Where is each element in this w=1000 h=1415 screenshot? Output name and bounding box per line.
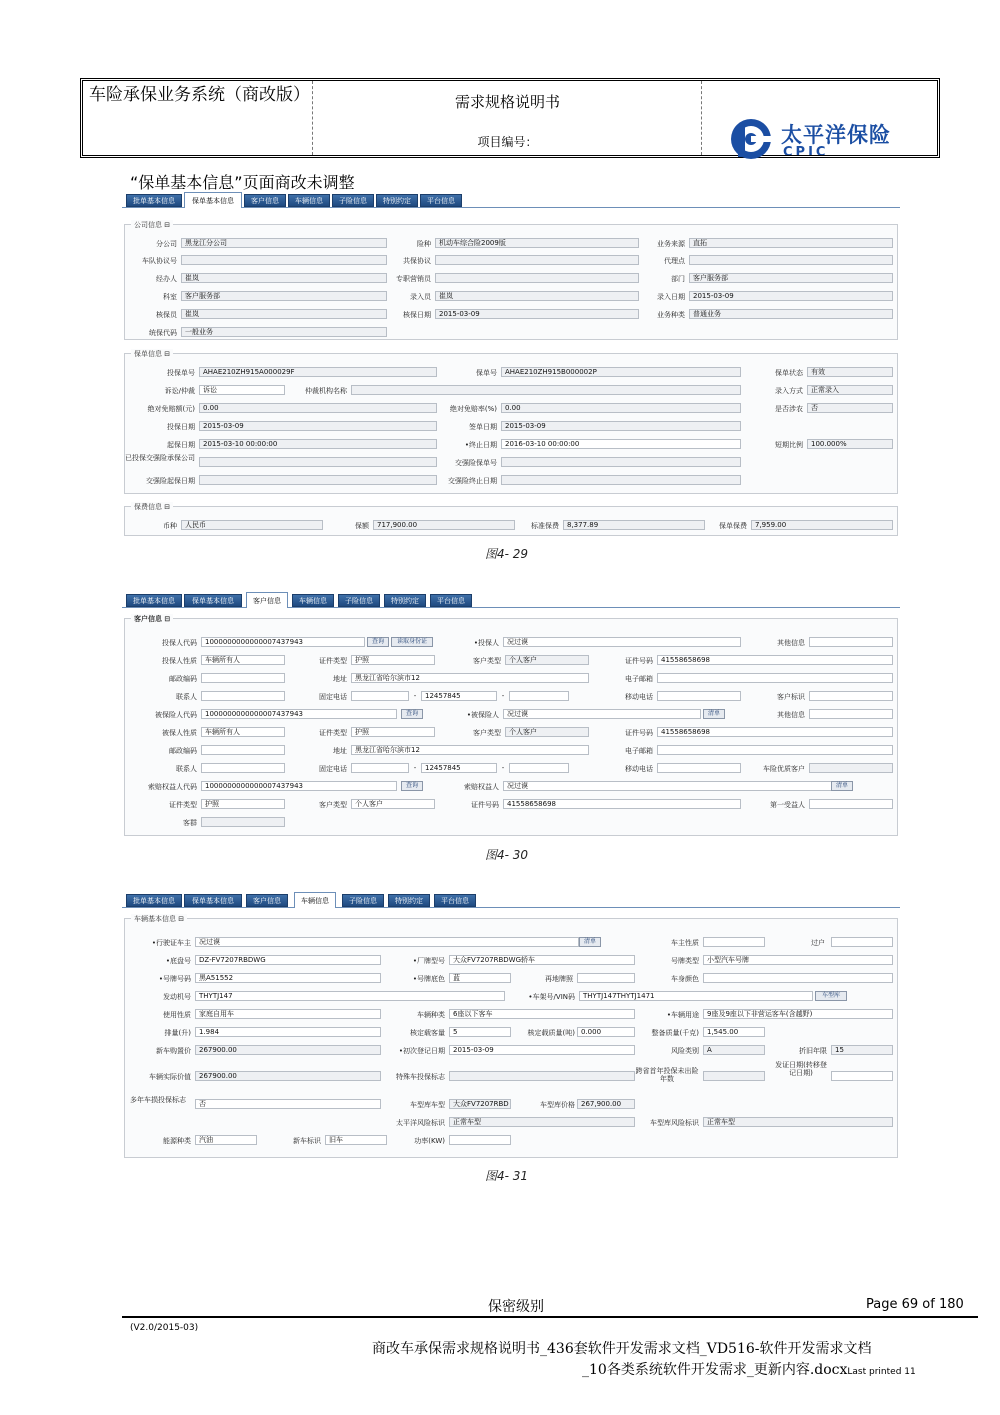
label: 险种 — [417, 240, 431, 248]
label: 客户标识 — [777, 693, 805, 701]
label: 投保人代码 — [162, 639, 197, 647]
label: 邮政编码 — [169, 747, 197, 755]
label: 核定载客量 — [410, 1029, 445, 1037]
chassis-field[interactable]: DZ-FV7207RBDWG — [195, 955, 381, 965]
apply-date-field[interactable]: 2015-03-09 — [199, 421, 437, 431]
label: 被保险人代码 — [155, 711, 197, 719]
biz-type-field[interactable]: 普通业务 — [689, 309, 893, 319]
tab-bar — [122, 592, 900, 608]
plate-color-field[interactable]: 蓝 — [449, 973, 511, 983]
label: 绝对免赔率(%) — [449, 405, 497, 413]
uw-date-field[interactable]: 2015-03-09 — [435, 309, 639, 319]
label: 短期比例 — [775, 441, 803, 449]
label: 业务种类 — [657, 311, 685, 319]
query-button[interactable]: 查询 — [367, 637, 389, 647]
label: 是否涉农 — [775, 405, 803, 413]
label: 车辆实际价值 — [149, 1073, 191, 1081]
label: 固定电话 — [319, 693, 347, 701]
cpic-logo-icon — [729, 117, 773, 161]
cust-type-field[interactable]: 个人客户 — [505, 727, 589, 737]
label: 电子邮箱 — [625, 675, 653, 683]
other-info-field[interactable] — [809, 709, 893, 719]
panel-title: 公司信息 ⊟ — [131, 220, 173, 230]
use-nature-field[interactable]: 家庭自用车 — [195, 1009, 381, 1019]
dash: - — [413, 764, 417, 772]
plate-no-field[interactable]: 黑A51552 — [195, 973, 381, 983]
footer-rule — [122, 1316, 978, 1318]
label: 保额 — [355, 522, 369, 530]
figure-caption: 图4- 30 — [485, 848, 529, 862]
label: 跨省首年投保未出险年数 — [635, 1067, 699, 1083]
dept-field[interactable]: 客户服务部 — [689, 273, 893, 283]
cpic-risk-field[interactable]: 正常车型 — [449, 1117, 635, 1127]
policy-info-panel — [124, 350, 898, 494]
vehicle-info-screenshot — [122, 892, 900, 1160]
issue-date-field[interactable] — [831, 1071, 893, 1081]
tab-subrisk[interactable]: 子险信息 — [332, 194, 374, 207]
cust-type-field[interactable]: 个人客户 — [505, 655, 589, 665]
short-term-field[interactable]: 100.000% — [807, 439, 893, 449]
weight-field[interactable]: 1,545.00 — [703, 1027, 765, 1037]
zip-field[interactable] — [201, 673, 285, 683]
id-type-field[interactable]: 护照 — [351, 727, 435, 737]
cust-mark-field[interactable] — [809, 691, 893, 701]
vehicle-panel — [124, 915, 898, 1158]
sales-field[interactable] — [435, 273, 639, 283]
label: 移动电话 — [625, 765, 653, 773]
applicant-code-field[interactable]: 1000000000000007437943 — [201, 637, 365, 647]
label: 录入员 — [410, 293, 431, 301]
label: •车辆用途 — [666, 1011, 699, 1019]
section-field[interactable]: 客户服务部 — [181, 291, 387, 301]
label: 已投保交强险承保公司 — [125, 454, 195, 462]
logo-cell — [703, 81, 937, 155]
tab-policy-basic[interactable]: 保单基本信息 — [184, 192, 242, 208]
ctp-company-field[interactable] — [199, 457, 437, 467]
label: 车主性质 — [671, 939, 699, 947]
label: 索赔权益人 — [464, 783, 499, 791]
label: 邮政编码 — [169, 675, 197, 683]
ext-field[interactable] — [509, 763, 569, 773]
customer-info-screenshot — [122, 592, 900, 838]
tab-bar — [122, 892, 900, 908]
inputter-field[interactable]: 崔岚 — [435, 291, 639, 301]
claim-field[interactable]: 况过谟 — [503, 781, 833, 791]
engine-no-field[interactable]: THYTJ147 — [195, 991, 505, 1001]
arbitration-field[interactable] — [351, 385, 741, 395]
address-field[interactable]: 黑龙江省哈尔滨市12 — [351, 745, 589, 755]
label: 风险类别 — [671, 1047, 699, 1055]
handler-field[interactable]: 崔岚 — [181, 273, 387, 283]
lib-model-field[interactable]: 大众FV7207RBD — [449, 1099, 511, 1109]
label: 核保日期 — [403, 311, 431, 319]
label: 证件类型 — [169, 801, 197, 809]
label: •车架号/VIN码 — [528, 993, 575, 1001]
multi-year-field[interactable]: 否 — [195, 1099, 381, 1109]
start-date-field[interactable]: 2015-03-10 00:00:00 — [199, 439, 437, 449]
label: 核定载质量(吨) — [527, 1029, 575, 1037]
label: •行驶证车主 — [151, 939, 191, 947]
tab-subrisk[interactable]: 子险信息 — [342, 894, 384, 907]
tab-customer[interactable]: 客户信息 — [244, 194, 286, 207]
panel-title: 保单信息 ⊟ — [131, 349, 173, 359]
depr-years-field[interactable]: 15 — [831, 1045, 893, 1055]
label: 其他信息 — [777, 639, 805, 647]
displacement-field[interactable]: 1.984 — [195, 1027, 381, 1037]
tab-subrisk[interactable]: 子险信息 — [338, 594, 380, 607]
premium-info-panel — [124, 503, 898, 536]
ctp-end-field[interactable] — [501, 475, 741, 485]
risk-field[interactable]: 机动车综合险2009版 — [435, 238, 639, 248]
label: 投保人性质 — [162, 657, 197, 665]
label: 新车标识 — [293, 1137, 321, 1145]
label: 过户 — [811, 939, 825, 947]
label: 发证日期(转移登记日期) — [775, 1061, 827, 1077]
insured-nature-field[interactable]: 车辆所有人 — [201, 727, 285, 737]
deductible-rate-field[interactable]: 0.00 — [501, 403, 741, 413]
special-car-field[interactable] — [449, 1071, 635, 1081]
proposal-no-field[interactable]: AHAE210ZH915A000029F — [199, 367, 437, 377]
vin-field[interactable]: THYTJ147THYTJ1471 — [579, 991, 813, 1001]
owner-nature-field[interactable] — [703, 937, 765, 947]
label: 部门 — [671, 275, 685, 283]
logo-text-cn: 太平洋保险 — [781, 123, 891, 147]
owner-field[interactable]: 况过谟 — [195, 937, 579, 947]
clear-button[interactable]: 清单 — [579, 937, 601, 947]
label: 发动机号 — [163, 993, 191, 1001]
label: 经办人 — [156, 275, 177, 283]
label: 移动电话 — [625, 693, 653, 701]
label: 固定电话 — [319, 765, 347, 773]
label: •终止日期 — [464, 441, 497, 449]
mobile-field[interactable] — [657, 763, 741, 773]
phone-field[interactable]: 12457845 — [421, 691, 497, 701]
label: 交强险起保日期 — [146, 477, 195, 485]
label: 地址 — [333, 747, 347, 755]
tab-customer[interactable]: 客户信息 — [246, 894, 288, 907]
ctp-start-field[interactable] — [199, 475, 437, 485]
cust-group-field[interactable] — [201, 817, 285, 827]
status-field[interactable]: 有效 — [807, 367, 893, 377]
label: 能源种类 — [163, 1137, 191, 1145]
label: 代理点 — [664, 257, 685, 265]
insured-code-field[interactable]: 1000000000000007437943 — [201, 709, 397, 719]
tab-vehicle[interactable]: 车辆信息 — [288, 194, 330, 207]
tab-special[interactable]: 特别约定 — [388, 894, 430, 907]
label: •号牌号码 — [158, 975, 191, 983]
contact-field[interactable] — [201, 763, 285, 773]
page-number: Page 69 of 180 — [866, 1297, 964, 1312]
label: 客户类型 — [473, 657, 501, 665]
figure-caption: 图4- 31 — [485, 1169, 529, 1183]
label: 排量(升) — [164, 1029, 191, 1037]
seats-field[interactable]: 5 — [449, 1027, 511, 1037]
label: 特殊车投保标志 — [396, 1073, 445, 1081]
label: 证件号码 — [471, 801, 499, 809]
brand-model-field[interactable]: 大众FV7207RBDWG轿车 — [449, 955, 635, 965]
id-type-field[interactable]: 护照 — [351, 655, 435, 665]
label: 太平洋风险标识 — [396, 1119, 445, 1127]
id-no-field[interactable]: 41558658698 — [503, 799, 741, 809]
label: 联系人 — [176, 693, 197, 701]
usage-field[interactable]: 9座及9座以下非营运客车(含越野) — [703, 1009, 893, 1019]
sum-insured-field[interactable]: 717,900.00 — [373, 520, 515, 530]
currency-field[interactable]: 人民币 — [181, 520, 323, 530]
source-field[interactable]: 直拓 — [689, 238, 893, 248]
no-claim-years-field[interactable] — [703, 1071, 765, 1081]
label: 车队协议号 — [142, 257, 177, 265]
tab-vehicle[interactable]: 车辆信息 — [292, 594, 334, 607]
email-field[interactable] — [657, 673, 893, 683]
tab-endorsement[interactable]: 批单基本信息 — [126, 194, 182, 207]
transfer-field[interactable] — [831, 937, 893, 947]
panel-title: 车辆基本信息 ⊟ — [131, 914, 187, 924]
security-level: 保密级别 — [488, 1299, 544, 1315]
underwriter-field[interactable]: 崔岚 — [181, 309, 387, 319]
query-button[interactable]: 查询 — [401, 709, 423, 719]
label: 保单保费 — [719, 522, 747, 530]
energy-field[interactable]: 汽油 — [195, 1135, 257, 1145]
label: 地址 — [333, 675, 347, 683]
label: 多年车损投保标志 — [130, 1096, 186, 1104]
label: 统保代码 — [149, 329, 177, 337]
label: 车型库车型 — [410, 1101, 445, 1109]
dash: - — [501, 764, 505, 772]
label: 车辆种类 — [417, 1011, 445, 1019]
contact-field[interactable] — [201, 691, 285, 701]
plate-type-field[interactable]: 小型汽车号牌 — [703, 955, 893, 965]
filename-text: _10各类系统软件开发需求_更新内容.docx — [582, 1362, 848, 1378]
new-car-field[interactable]: 旧车 — [325, 1135, 387, 1145]
policy-no-field[interactable]: AHAE210ZH915B000002P — [501, 367, 741, 377]
agent-field[interactable] — [689, 255, 893, 265]
tab-special[interactable]: 特别约定 — [376, 194, 418, 207]
policy-basic-info-screenshot — [122, 192, 900, 538]
label: 使用性质 — [163, 1011, 191, 1019]
id-no-field[interactable]: 41558658698 — [657, 655, 893, 665]
reg-date-field[interactable]: 2015-03-09 — [449, 1045, 635, 1055]
doc-header — [80, 78, 940, 158]
section-title: “保单基本信息”页面商改未调整 — [130, 173, 355, 192]
label: 绝对免赔额(元) — [147, 405, 195, 413]
label: 交强险保单号 — [455, 459, 497, 467]
claim-code-field[interactable]: 1000000000000007437943 — [201, 781, 397, 791]
label: 索赔权益人代码 — [148, 783, 197, 791]
label: 投保单号 — [167, 369, 195, 377]
read-idcard-button[interactable]: 读取身份证 — [391, 637, 433, 647]
label: 分公司 — [156, 240, 177, 248]
label: 整备质量(千克) — [651, 1029, 699, 1037]
label: 签单日期 — [469, 423, 497, 431]
label: 币种 — [163, 522, 177, 530]
query-button[interactable]: 查询 — [401, 781, 423, 791]
mobile-field[interactable] — [657, 691, 741, 701]
cust-type-field[interactable]: 个人客户 — [351, 799, 435, 809]
body-color-field[interactable] — [703, 973, 893, 983]
label: 证件类型 — [319, 729, 347, 737]
load-field[interactable]: 0.000 — [577, 1027, 635, 1037]
label: •初次登记日期 — [398, 1047, 445, 1055]
branch-field[interactable]: 黑龙江分公司 — [181, 238, 387, 248]
label: 客群 — [183, 819, 197, 827]
label: 第一受益人 — [770, 801, 805, 809]
doc-title-cell — [314, 81, 702, 155]
dash: - — [501, 692, 505, 700]
label: •号牌底色 — [412, 975, 445, 983]
policy-premium-field[interactable]: 7,959.00 — [751, 520, 893, 530]
logo-text-en: CPIC — [783, 145, 829, 155]
dispute-field[interactable]: 诉讼 — [199, 385, 285, 395]
label: •厂牌型号 — [412, 957, 445, 965]
agri-field[interactable]: 否 — [807, 403, 893, 413]
label: 共保协议 — [403, 257, 431, 265]
doc-title: 需求规格说明书 — [454, 93, 560, 111]
label: 保单状态 — [775, 369, 803, 377]
label: 保单号 — [476, 369, 497, 377]
zip-field[interactable] — [201, 745, 285, 755]
label: 号牌类型 — [671, 957, 699, 965]
input-date-field[interactable]: 2015-03-09 — [689, 291, 893, 301]
unified-code-field[interactable]: 一般业务 — [181, 327, 387, 337]
label: 证件号码 — [625, 729, 653, 737]
label: 车身颜色 — [671, 975, 699, 983]
tab-policy-basic[interactable]: 保单基本信息 — [184, 894, 242, 907]
area-code-field[interactable] — [351, 691, 409, 701]
deductible-amt-field[interactable]: 0.00 — [199, 403, 437, 413]
label: 联系人 — [176, 765, 197, 773]
car-type-field[interactable]: 6座以下客车 — [449, 1009, 635, 1019]
risk-class-field[interactable]: A — [703, 1045, 765, 1055]
label: 新车购置价 — [156, 1047, 191, 1055]
coins-field[interactable] — [435, 255, 639, 265]
customer-panel — [124, 615, 898, 836]
panel-title: 保费信息 ⊟ — [131, 502, 173, 512]
label: 其他信息 — [777, 711, 805, 719]
id-type-field[interactable]: 护照 — [201, 799, 285, 809]
ext-field[interactable] — [509, 691, 569, 701]
label: 专职营销员 — [396, 275, 431, 283]
insured-field[interactable]: 况过谟 — [503, 709, 701, 719]
label: 科室 — [163, 293, 177, 301]
label: 车险优质客户 — [763, 765, 805, 773]
label: 投保日期 — [167, 423, 195, 431]
dash: - — [413, 692, 417, 700]
label: 客户类型 — [319, 801, 347, 809]
label: 证件类型 — [319, 657, 347, 665]
clear-button[interactable]: 清单 — [703, 709, 725, 719]
company-info-panel — [124, 221, 898, 340]
tab-customer[interactable]: 客户信息 — [246, 592, 288, 608]
area-code-field[interactable] — [351, 763, 409, 773]
system-name: 车险承保业务系统（商改版） — [83, 81, 313, 155]
lib-price-field[interactable]: 267,900.00 — [577, 1099, 635, 1109]
tab-endorsement[interactable]: 批单基本信息 — [126, 894, 182, 907]
label: 客户类型 — [473, 729, 501, 737]
label: 标准保费 — [531, 522, 559, 530]
tab-endorsement[interactable]: 批单基本信息 — [126, 594, 182, 607]
figure-caption: 图4- 29 — [485, 547, 529, 561]
filename-line1: 商改车承保需求规格说明书_436套软件开发需求文档_VD516-软件开发需求文档 — [372, 1341, 872, 1357]
label: 业务来源 — [657, 240, 685, 248]
label: •底盘号 — [165, 957, 191, 965]
label: 车型库风险标识 — [650, 1119, 699, 1127]
label: 核保员 — [156, 311, 177, 319]
tab-policy-basic[interactable]: 保单基本信息 — [184, 594, 242, 607]
power-field[interactable] — [449, 1135, 511, 1145]
label: 再地牌照 — [545, 975, 573, 983]
label: 诉讼/仲裁 — [164, 387, 195, 395]
tab-platform[interactable]: 平台信息 — [434, 894, 476, 907]
tab-special[interactable]: 特别约定 — [384, 594, 426, 607]
tab-vehicle[interactable]: 车辆信息 — [294, 892, 336, 908]
version: (V2.0/2015-03) — [130, 1323, 199, 1333]
last-printed: Last printed 11 — [847, 1367, 916, 1377]
filename-line2 — [582, 1359, 916, 1379]
applicant-field[interactable]: 况过谟 — [503, 637, 741, 647]
end-date-field[interactable]: 2016-03-10 00:00:00 — [501, 439, 741, 449]
label: 电子邮箱 — [625, 747, 653, 755]
lib-risk-field[interactable]: 正常车型 — [703, 1117, 893, 1127]
label: •被保险人 — [466, 711, 499, 719]
label: 起保日期 — [167, 441, 195, 449]
label: 功率(KW) — [414, 1137, 445, 1145]
label: 录入日期 — [657, 293, 685, 301]
new-price-field[interactable]: 267900.00 — [195, 1045, 381, 1055]
email-field[interactable] — [657, 745, 893, 755]
label: •投保人 — [473, 639, 499, 647]
panel-title: 客户信息 ⊟ — [131, 614, 173, 624]
label: 仲裁机构名称 — [305, 387, 347, 395]
applicant-nature-field[interactable]: 车辆所有人 — [201, 655, 285, 665]
label: 交强险终止日期 — [448, 477, 497, 485]
fleet-field[interactable] — [181, 255, 387, 265]
phone-field[interactable]: 12457845 — [421, 763, 497, 773]
sign-date-field[interactable]: 2015-03-09 — [501, 421, 741, 431]
other-info-field[interactable] — [809, 637, 893, 647]
tab-platform[interactable]: 平台信息 — [420, 194, 462, 207]
label: 车型库价格 — [540, 1101, 575, 1109]
model-lib-button[interactable]: 车型库 — [815, 991, 847, 1001]
id-no-field[interactable]: 41558658698 — [657, 727, 893, 737]
tab-platform[interactable]: 平台信息 — [430, 594, 472, 607]
input-mode-field[interactable]: 正常录入 — [807, 385, 893, 395]
tab-bar — [122, 192, 900, 208]
first-benef-field[interactable] — [809, 799, 893, 809]
ctp-policy-field[interactable] — [501, 457, 741, 467]
label: 被保人性质 — [162, 729, 197, 737]
label: 折旧年限 — [799, 1047, 827, 1055]
vip-field[interactable] — [809, 763, 893, 773]
label: 证件号码 — [625, 657, 653, 665]
actual-value-field[interactable]: 267900.00 — [195, 1071, 381, 1081]
project-number: 项目编号： — [477, 135, 538, 149]
clear-button[interactable]: 清单 — [831, 781, 853, 791]
std-premium-field[interactable]: 8,377.89 — [563, 520, 705, 530]
address-field[interactable]: 黑龙江省哈尔滨市12 — [351, 673, 589, 683]
label: 录入方式 — [775, 387, 803, 395]
